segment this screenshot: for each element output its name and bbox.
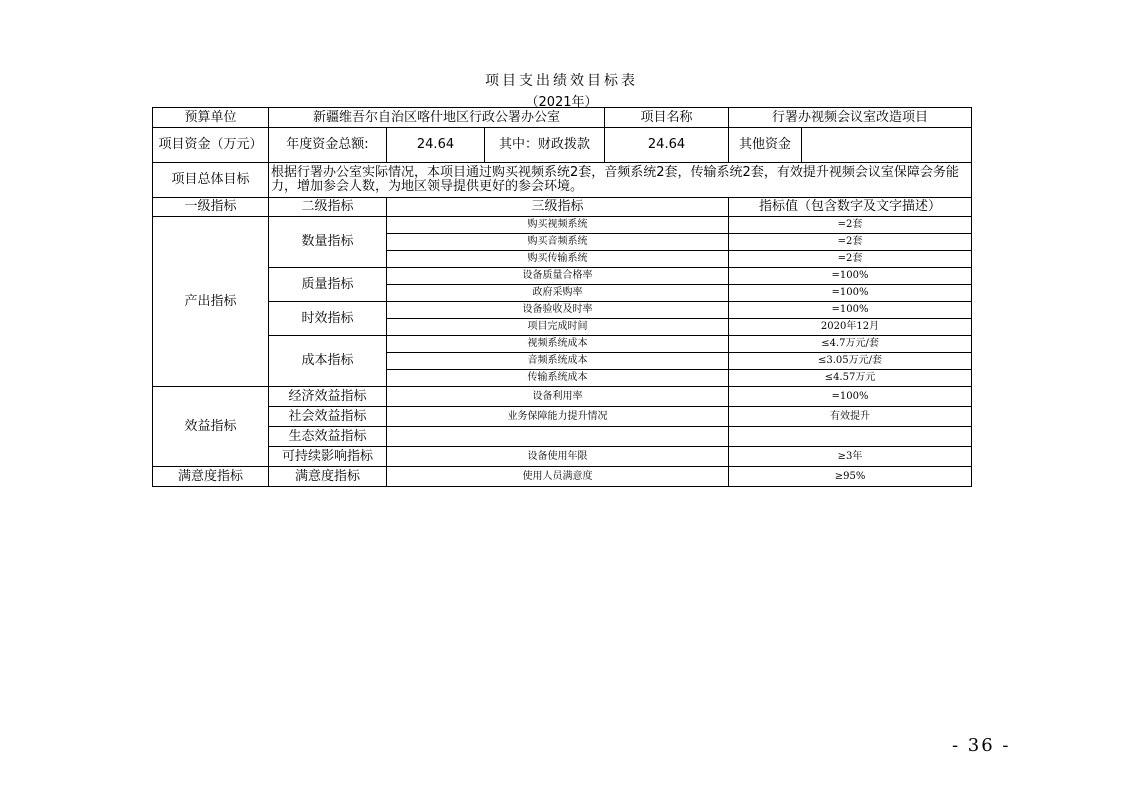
col-value-header: 指标值（包含数字及文字描述） — [729, 198, 972, 217]
indicator-value: =2套 — [729, 234, 972, 251]
sustainable-indicator-label: 可持续影响指标 — [269, 447, 387, 467]
indicator-value: =2套 — [729, 251, 972, 268]
indicator-name: 购买音频系统 — [387, 234, 729, 251]
col-level3-header: 三级指标 — [387, 198, 729, 217]
page-number: - 36 - — [952, 735, 1011, 756]
page-subtitle-year: （2021年） — [525, 95, 598, 110]
col-level2-header: 二级指标 — [269, 198, 387, 217]
indicator-name: 设备利用率 — [387, 387, 729, 407]
satisfaction-indicator-label: 满意度指标 — [153, 467, 269, 487]
page-title: 项目支出绩效目标表 — [485, 73, 638, 89]
satisfaction-sub-indicator-label: 满意度指标 — [269, 467, 387, 487]
funds-label: 项目资金（万元） — [153, 128, 269, 163]
indicator-value: =100% — [729, 268, 972, 285]
project-name-label: 项目名称 — [605, 108, 729, 128]
output-indicator-label: 产出指标 — [153, 217, 269, 387]
indicator-value: ≥3年 — [729, 447, 972, 467]
indicator-value: =100% — [729, 285, 972, 302]
indicator-value: =2套 — [729, 217, 972, 234]
annual-funds-label: 年度资金总额: — [269, 128, 387, 163]
indicator-name: 使用人员满意度 — [387, 467, 729, 487]
other-funds-label: 其他资金 — [729, 128, 802, 163]
indicator-value: ≤4.7万元/套 — [729, 336, 972, 353]
table-row — [153, 467, 972, 487]
header-row — [153, 108, 972, 128]
indicator-value — [729, 427, 972, 447]
indicator-name: 设备质量合格率 — [387, 268, 729, 285]
column-header-row — [153, 198, 972, 217]
table-row — [153, 217, 972, 234]
table-row — [153, 447, 972, 467]
indicator-value: 有效提升 — [729, 407, 972, 427]
funds-row — [153, 128, 972, 163]
indicator-value: =100% — [729, 387, 972, 407]
unit-value: 新疆维吾尔自治区喀什地区行政公署办公室 — [269, 108, 605, 128]
project-name-value: 行署办视频会议室改造项目 — [729, 108, 972, 128]
indicator-name: 购买视频系统 — [387, 217, 729, 234]
indicator-name: 设备验收及时率 — [387, 302, 729, 319]
indicator-name: 购买传输系统 — [387, 251, 729, 268]
social-indicator-label: 社会效益指标 — [269, 407, 387, 427]
table-row — [153, 427, 972, 447]
indicator-name: 业务保障能力提升情况 — [387, 407, 729, 427]
indicator-name — [387, 427, 729, 447]
indicator-value: ≤4.57万元 — [729, 370, 972, 387]
economic-indicator-label: 经济效益指标 — [269, 387, 387, 407]
table-row — [153, 336, 972, 353]
indicator-value: ≤3.05万元/套 — [729, 353, 972, 370]
indicator-value: =100% — [729, 302, 972, 319]
indicator-value: ≥95% — [729, 467, 972, 487]
indicator-name: 政府采购率 — [387, 285, 729, 302]
timeliness-indicator-label: 时效指标 — [269, 302, 387, 336]
goal-text: 根据行署办公室实际情况，本项目通过购买视频系统2套，音频系统2套，传输系统2套，有效提升视频会议室保障会务能力，增加参会人数，为地区领导提供更好的参会环境。 — [269, 163, 972, 198]
indicator-name: 项目完成时间 — [387, 319, 729, 336]
goal-label: 项目总体目标 — [153, 163, 269, 198]
goal-row — [153, 163, 972, 198]
table-row — [153, 407, 972, 427]
performance-target-table — [152, 107, 972, 487]
indicator-name: 音频系统成本 — [387, 353, 729, 370]
ecological-indicator-label: 生态效益指标 — [269, 427, 387, 447]
benefit-indicator-label: 效益指标 — [153, 387, 269, 467]
indicator-value: 2020年12月 — [729, 319, 972, 336]
fiscal-funds-label: 其中：财政拨款 — [485, 128, 605, 163]
other-funds-value — [802, 128, 972, 163]
quantity-indicator-label: 数量指标 — [269, 217, 387, 268]
indicator-name: 视频系统成本 — [387, 336, 729, 353]
cost-indicator-label: 成本指标 — [269, 336, 387, 387]
table-row — [153, 268, 972, 285]
unit-label: 预算单位 — [153, 108, 269, 128]
quality-indicator-label: 质量指标 — [269, 268, 387, 302]
fiscal-funds-value: 24.64 — [605, 128, 729, 163]
table-row — [153, 302, 972, 319]
annual-funds-value: 24.64 — [387, 128, 485, 163]
indicator-name: 设备使用年限 — [387, 447, 729, 467]
col-level1-header: 一级指标 — [153, 198, 269, 217]
table-row — [153, 387, 972, 407]
indicator-name: 传输系统成本 — [387, 370, 729, 387]
